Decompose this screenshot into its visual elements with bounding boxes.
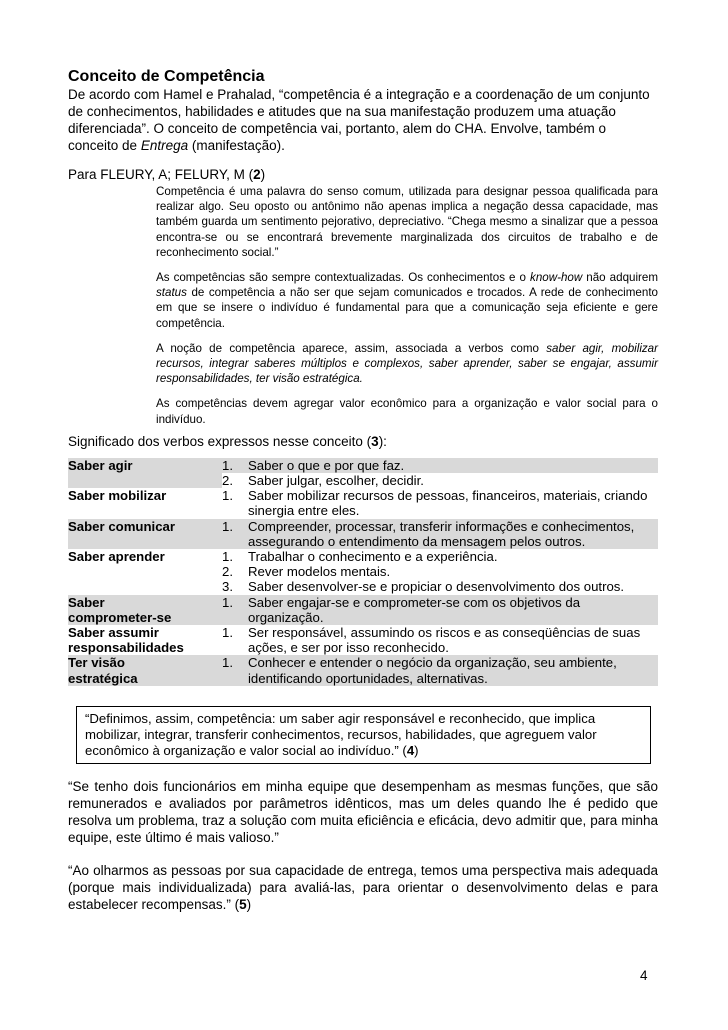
verb-row xyxy=(68,625,658,655)
verb-item xyxy=(222,625,658,655)
verb-items xyxy=(222,655,658,685)
verb-item-text: Saber o que e por que faz. xyxy=(248,457,405,473)
verb-term xyxy=(68,549,222,595)
verb-item-text: Conhecer e entender o negócio da organização, seu ambiente, identificando oportunidades, alternativas. xyxy=(248,655,617,686)
fleury-close: ) xyxy=(260,167,266,182)
verb-term xyxy=(68,655,222,685)
closing2-text: “Ao olharmos as pessoas por sua capacidade de entrega, temos uma perspectiva mais adequada (porque mais individualizada) para avaliá-las, para orientar o desenvolvimento delas e para estabelecer recompensas.” ( xyxy=(68,862,658,912)
verb-item-number: 2. xyxy=(222,564,233,580)
definition-box xyxy=(76,706,651,764)
intro-emphasis: Entrega xyxy=(140,138,189,153)
verb-item xyxy=(222,655,658,685)
verb-item xyxy=(222,488,658,518)
q2-text-a: As competências são sempre contextualizadas. Os conhecimentos e o xyxy=(156,271,531,285)
verb-row xyxy=(68,519,658,549)
intro-text-end: (manifestação). xyxy=(188,138,285,153)
verb-term xyxy=(68,458,222,488)
verb-item-number: 1. xyxy=(222,655,233,671)
verb-items xyxy=(222,625,658,655)
q2-text-b: não adquirem xyxy=(582,271,659,285)
verb-term-line: comprometer-se xyxy=(68,609,172,625)
verb-term-line: estratégica xyxy=(68,670,138,686)
closing2-ref-number: 5 xyxy=(239,896,247,912)
definition-close: ) xyxy=(414,742,419,758)
verb-item xyxy=(222,564,658,579)
verb-item-text: Saber julgar, escolher, decidir. xyxy=(248,473,424,489)
quote-paragraph-3 xyxy=(156,341,658,387)
significado-heading xyxy=(68,433,658,450)
verb-item-number: 1. xyxy=(222,457,233,473)
verb-item xyxy=(222,473,658,488)
verb-term xyxy=(68,519,222,549)
verb-term-line: Saber agir xyxy=(68,457,133,473)
q3-emphasis: saber agir, mobilizar recursos, integrar saberes múltiplos e complexos, saber aprender, saber se engajar, assumir responsabilidades, ter visão estratégica. xyxy=(156,341,658,386)
verb-term xyxy=(68,595,222,625)
verb-term-line: Saber xyxy=(68,594,105,610)
verb-term-line: responsabilidades xyxy=(68,640,184,656)
q2-emphasis-2: status xyxy=(156,286,187,300)
verb-term xyxy=(68,488,222,518)
verb-term-line: Saber comunicar xyxy=(68,518,176,534)
verb-term xyxy=(68,625,222,655)
definition-text: “Definimos, assim, competência: um saber agir responsável e reconhecido, que implica mobilizar, integrar, transferir conhecimentos, recursos, habilidades, que agreguem valor econômico à organização e valor social ao indivíduo.” ( xyxy=(85,710,597,758)
verbs-table-body xyxy=(68,458,658,686)
intro-text: De acordo com Hamel e Prahalad, “competência é a integração e a coordenação de um conjunto de conhecimentos, habilidades e atitudes que na sua manifestação produzem uma atuação diferenciada”. O conceito de competência vai, portanto, alem do CHA. Envolve, também o conceito de xyxy=(68,87,650,153)
quote-paragraph-1: Competência é uma palavra do senso comum, utilizada para designar pessoa qualificada para realizar algo. Seu oposto ou antônimo não apenas implica a negação dessa capacidade, mas também guarda um sentimento pejorativo, depreciativo. “Chega mesmo a sinalizar que a pessoa encontra-se ou se encontrará brevemente marginalizada dos circuitos de trabalho e de reconhecimento social.” xyxy=(156,185,658,259)
verbs-table xyxy=(68,458,658,686)
verb-item-text: Trabalhar o conhecimento e a experiência. xyxy=(248,549,498,565)
verb-item-text: Compreender, processar, transferir informações e conhecimentos, assegurando o entendimento da mensagem pelos outros. xyxy=(248,518,635,549)
verb-item-text: Ser responsável, assumindo os riscos e as conseqüências de suas ações, e ser por isso reconhecido. xyxy=(248,625,641,656)
fleury-quote-block xyxy=(156,184,658,427)
verb-row xyxy=(68,488,658,518)
verb-item xyxy=(222,595,658,625)
verb-item-number: 1. xyxy=(222,625,233,641)
verb-item xyxy=(222,519,658,549)
verb-row xyxy=(68,595,658,625)
intro-paragraph xyxy=(68,86,658,154)
fleury-ref-number: 2 xyxy=(253,167,261,182)
verb-item-number: 1. xyxy=(222,594,233,610)
page-number: 4 xyxy=(640,968,648,983)
page-title: Conceito de Competência xyxy=(68,68,265,85)
significado-ref-number: 3 xyxy=(371,433,379,449)
verb-row xyxy=(68,655,658,685)
verb-term-line: Ter visão xyxy=(68,655,125,671)
verb-item-number: 1. xyxy=(222,488,233,504)
q2-emphasis-1: know-how xyxy=(530,271,583,285)
verb-row xyxy=(68,458,658,488)
verb-item xyxy=(222,579,658,594)
q3-text-a: A noção de competência aparece, assim, associada a verbos como xyxy=(156,341,547,355)
verb-items xyxy=(222,549,658,595)
verb-item-text: Saber desenvolver-se e propiciar o desenvolvimento dos outros. xyxy=(248,579,625,595)
verb-term-line: Saber mobilizar xyxy=(68,488,167,504)
fleury-reference xyxy=(68,166,658,183)
verb-items xyxy=(222,595,658,625)
verb-item-number: 1. xyxy=(222,549,233,565)
closing2-close: ) xyxy=(246,896,252,912)
verb-row xyxy=(68,549,658,595)
fleury-lead: Para FLEURY, A; FELURY, M ( xyxy=(68,167,254,182)
q2-text-c: de competência a não ser que sejam comunicados e trocados. A rede de conhecimento em que se insere o indivíduo é fundamental para que a comunicação seja eficiente e gere competência. xyxy=(156,286,658,330)
closing-paragraph-1: “Se tenho dois funcionários em minha equipe que desempenham as mesmas funções, que são remunerados e avaliados por parâmetros idênticos, mas um deles quando lhe é pedido que resolva um problema, traz a solução com muita eficiência e eficácia, devo admitir que, para minha equipe, este último é mais valioso.” xyxy=(68,778,658,845)
verb-items xyxy=(222,488,658,518)
quote-paragraph-2 xyxy=(156,270,658,331)
significado-lead: Significado dos verbos expressos nesse conceito ( xyxy=(68,433,372,449)
verb-item-number: 2. xyxy=(222,473,233,489)
significado-close: ): xyxy=(378,433,387,449)
verb-term-line: Saber aprender xyxy=(68,549,165,565)
verb-item-number: 1. xyxy=(222,518,233,534)
closing-paragraph-2 xyxy=(68,862,658,913)
verb-items xyxy=(222,519,658,549)
verb-item xyxy=(222,458,658,473)
definition-ref-number: 4 xyxy=(406,742,415,758)
verb-items xyxy=(222,458,658,488)
quote-paragraph-4: As competências devem agregar valor econômico para a organização e valor social para o indivíduo. xyxy=(156,397,658,426)
verb-item-text: Rever modelos mentais. xyxy=(248,564,391,580)
verb-item-text: Saber mobilizar recursos de pessoas, financeiros, materiais, criando sinergia entre eles. xyxy=(248,488,648,519)
verb-item-text: Saber engajar-se e comprometer-se com os objetivos da organização. xyxy=(248,594,581,625)
verb-term-line: Saber assumir xyxy=(68,625,159,641)
verb-item xyxy=(222,549,658,564)
verb-item-number: 3. xyxy=(222,579,233,595)
